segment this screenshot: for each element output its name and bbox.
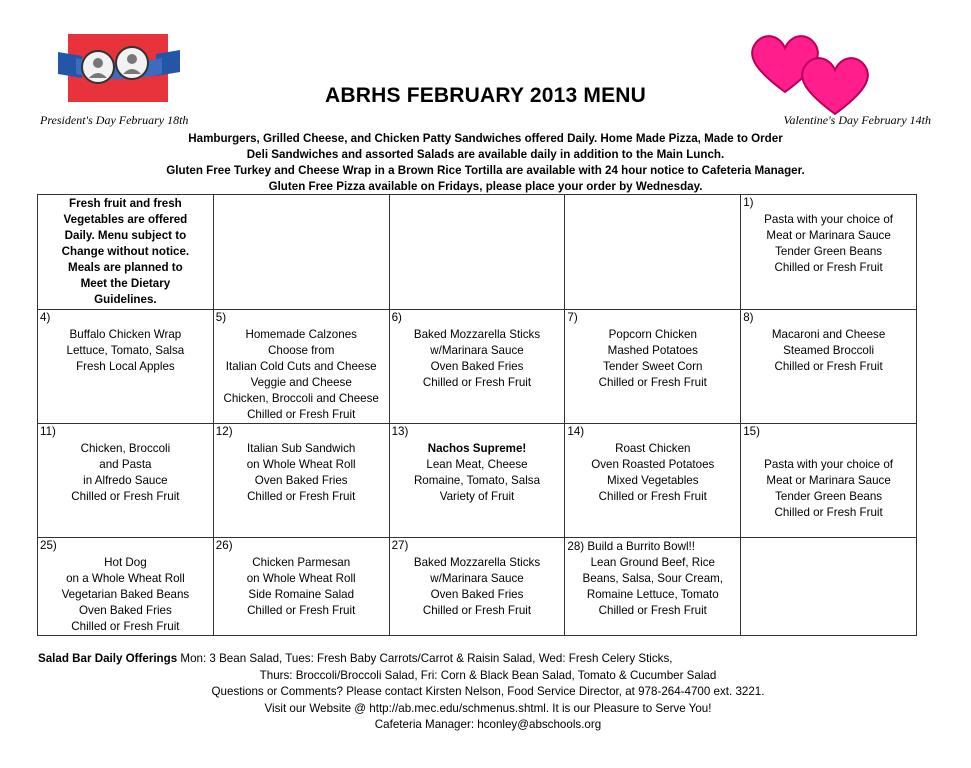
menu-line: in Alfredo Sauce — [83, 474, 168, 487]
calendar-week — [38, 310, 917, 424]
menu-line: Beans, Salsa, Sour Cream, — [582, 572, 724, 585]
calendar-cell — [741, 424, 917, 538]
menu-line: w/Marinara Sauce — [430, 572, 524, 585]
calendar-cell — [565, 195, 741, 310]
menu-line: Oven Baked Fries — [254, 474, 348, 487]
intro-line: Hamburgers, Grilled Cheese, and Chicken Patty Sandwiches offered Daily. Home Made Pizza, Made to Order — [188, 132, 783, 145]
menu-note: Meals are planned to — [68, 261, 183, 274]
day-number: 25) — [40, 539, 57, 552]
menu-line: Tender Sweet Corn — [603, 360, 703, 373]
menu-calendar — [37, 194, 917, 636]
menu-line: Chilled or Fresh Fruit — [422, 376, 532, 389]
valentines-day-label: Valentine's Day February 14th — [783, 113, 931, 127]
menu-line: Buffalo Chicken Wrap — [69, 328, 182, 341]
menu-line: Vegetarian Baked Beans — [61, 588, 190, 601]
menu-line: Italian Sub Sandwich — [247, 442, 356, 455]
menu-line: Lean Ground Beef, Rice — [590, 556, 715, 569]
day-number: 1) — [743, 196, 754, 209]
menu-line: Chilled or Fresh Fruit — [598, 604, 707, 617]
menu-line: Chilled or Fresh Fruit — [774, 261, 883, 274]
menu-note: Guidelines. — [94, 293, 157, 306]
day-number: 13) — [391, 425, 409, 438]
calendar-cell — [38, 538, 214, 636]
menu-line: Lettuce, Tomato, Salsa — [66, 344, 185, 357]
menu-line: Build a Burrito Bowl!! — [587, 540, 696, 553]
menu-line: Chicken, Broccoli and Cheese — [223, 392, 379, 405]
page-title: ABRHS FEBRUARY 2013 MENU — [324, 84, 647, 107]
menu-line: Chilled or Fresh Fruit — [247, 604, 356, 617]
menu-line: Side Romaine Salad — [248, 588, 355, 601]
day-number: 4) — [40, 311, 51, 324]
calendar-cell — [389, 310, 565, 424]
calendar-week — [38, 195, 917, 310]
calendar-cell — [741, 538, 917, 636]
menu-line: Popcorn Chicken — [608, 328, 697, 341]
menu-line: Macaroni and Cheese — [771, 328, 886, 341]
calendar-cell — [38, 310, 214, 424]
manager-line: Cafeteria Manager: hconley@abschools.org — [374, 718, 602, 731]
menu-line: Veggie and Cheese — [250, 376, 352, 389]
menu-line: Tender Green Beans — [775, 245, 883, 258]
day-number: 7) — [567, 311, 578, 324]
menu-line: Romaine Lettuce, Tomato — [586, 588, 719, 601]
menu-line: Choose from — [268, 344, 335, 357]
menu-line: Tender Green Beans — [775, 490, 883, 503]
menu-line: Variety of Fruit — [439, 490, 515, 503]
presidents-day-label: President's Day February 18th — [40, 113, 189, 127]
menu-line: Pasta with your choice of — [764, 213, 894, 226]
contact-line: Questions or Comments? Please contact Kirsten Nelson, Food Service Director, at 978-264-4700 ext. 3221. — [211, 685, 765, 698]
calendar-cell — [389, 195, 565, 310]
website-line: Visit our Website @ http://ab.mec.edu/schmenus.shtml. It is our Pleasure to Serve You! — [264, 701, 712, 715]
menu-line: Chilled or Fresh Fruit — [422, 604, 532, 617]
menu-line: Chilled or Fresh Fruit — [71, 620, 180, 633]
intro-line: Gluten Free Pizza available on Fridays, please place your order by Wednesday. — [268, 180, 703, 193]
day-number: 5) — [215, 311, 227, 324]
day-number: 15) — [743, 425, 760, 438]
day-number: 28) — [567, 540, 585, 553]
menu-line: Mashed Potatoes — [607, 344, 698, 357]
menu-line: on Whole Wheat Roll — [246, 458, 356, 471]
menu-line: Mixed Vegetables — [607, 474, 699, 487]
menu-line: Baked Mozzarella Sticks — [413, 556, 541, 569]
menu-note: Daily. Menu subject to — [64, 229, 187, 242]
calendar-cell — [213, 424, 389, 538]
calendar-week — [38, 424, 917, 538]
menu-line: Meat or Marinara Sauce — [766, 229, 891, 242]
day-number: 26) — [215, 539, 233, 552]
menu-line: Chilled or Fresh Fruit — [598, 490, 707, 503]
menu-line: on a Whole Wheat Roll — [66, 572, 185, 585]
day-number: 6) — [391, 311, 402, 324]
calendar-cell — [213, 195, 389, 310]
calendar-cell — [38, 424, 214, 538]
menu-line: Roast Chicken — [615, 442, 691, 455]
menu-line — [741, 441, 916, 457]
menu-line: Chilled or Fresh Fruit — [247, 490, 356, 503]
menu-line: Italian Cold Cuts and Cheese — [225, 360, 377, 373]
menu-line: Chilled or Fresh Fruit — [598, 376, 707, 389]
menu-line: Pasta with your choice of — [764, 458, 894, 471]
salad-bar-label: Salad Bar Daily Offerings — [38, 652, 178, 665]
menu-line: Chicken Parmesan — [252, 556, 351, 569]
menu-note: Meet the Dietary — [80, 277, 171, 290]
calendar-cell — [389, 424, 565, 538]
calendar-cell — [741, 195, 917, 310]
calendar-cell — [565, 538, 741, 636]
menu-line: on Whole Wheat Roll — [246, 572, 356, 585]
menu-line-highlight: Nachos Supreme! — [427, 442, 527, 455]
calendar-cell — [389, 538, 565, 636]
menu-note: Change without notice. — [61, 245, 190, 258]
menu-line: Fresh Local Apples — [76, 360, 175, 373]
day-number: 14) — [567, 425, 585, 438]
menu-line: Chilled or Fresh Fruit — [774, 360, 883, 373]
menu-note: Vegetables are offered — [63, 213, 188, 226]
day-number: 8) — [743, 311, 754, 324]
menu-line: Homemade Calzones — [245, 328, 357, 341]
menu-line: Chilled or Fresh Fruit — [247, 408, 356, 421]
menu-line: Chilled or Fresh Fruit — [774, 506, 883, 519]
menu-line: Oven Baked Fries — [79, 604, 172, 617]
intro-line: Gluten Free Turkey and Cheese Wrap in a Brown Rice Tortilla are available with 24 hour notice to Cafeteria Manager. — [166, 164, 805, 177]
menu-line: Meat or Marinara Sauce — [766, 474, 891, 487]
menu-line: Chicken, Broccoli — [80, 442, 171, 455]
calendar-cell — [741, 310, 917, 424]
salad-bar-line: Thurs: Broccoli/Broccoli Salad, Fri: Corn & Black Bean Salad, Tomato & Cucumber Salad — [259, 668, 717, 682]
menu-line: Oven Roasted Potatoes — [591, 458, 715, 471]
calendar-cell — [213, 538, 389, 636]
menu-line: Romaine, Tomato, Salsa — [413, 474, 541, 487]
menu-line: Oven Baked Fries — [430, 360, 524, 373]
menu-line: and Pasta — [99, 458, 152, 471]
menu-line: Hot Dog — [104, 556, 147, 569]
menu-line: Oven Baked Fries — [430, 588, 524, 601]
calendar-cell — [565, 310, 741, 424]
calendar-cell — [565, 424, 741, 538]
menu-line: w/Marinara Sauce — [430, 344, 524, 357]
menu-note: Fresh fruit and fresh — [69, 197, 182, 210]
salad-bar-line: Mon: 3 Bean Salad, Tues: Fresh Baby Carrots/Carrot & Raisin Salad, Wed: Fresh Celery Sticks, — [180, 652, 673, 665]
intro-line: Deli Sandwiches and assorted Salads are available daily in addition to the Main Lunch. — [246, 148, 725, 161]
menu-line: Lean Meat, Cheese — [426, 458, 528, 471]
day-number: 11) — [40, 425, 56, 438]
menu-line: Chilled or Fresh Fruit — [71, 490, 180, 503]
day-number: 12) — [215, 425, 233, 438]
menu-footer — [38, 651, 938, 734]
menu-line: Baked Mozzarella Sticks — [413, 328, 541, 341]
menu-line: Steamed Broccoli — [783, 344, 875, 357]
calendar-week — [38, 538, 917, 636]
day-number: 27) — [391, 539, 409, 552]
calendar-cell — [213, 310, 389, 424]
calendar-cell — [38, 195, 214, 310]
intro-notes — [30, 131, 941, 195]
